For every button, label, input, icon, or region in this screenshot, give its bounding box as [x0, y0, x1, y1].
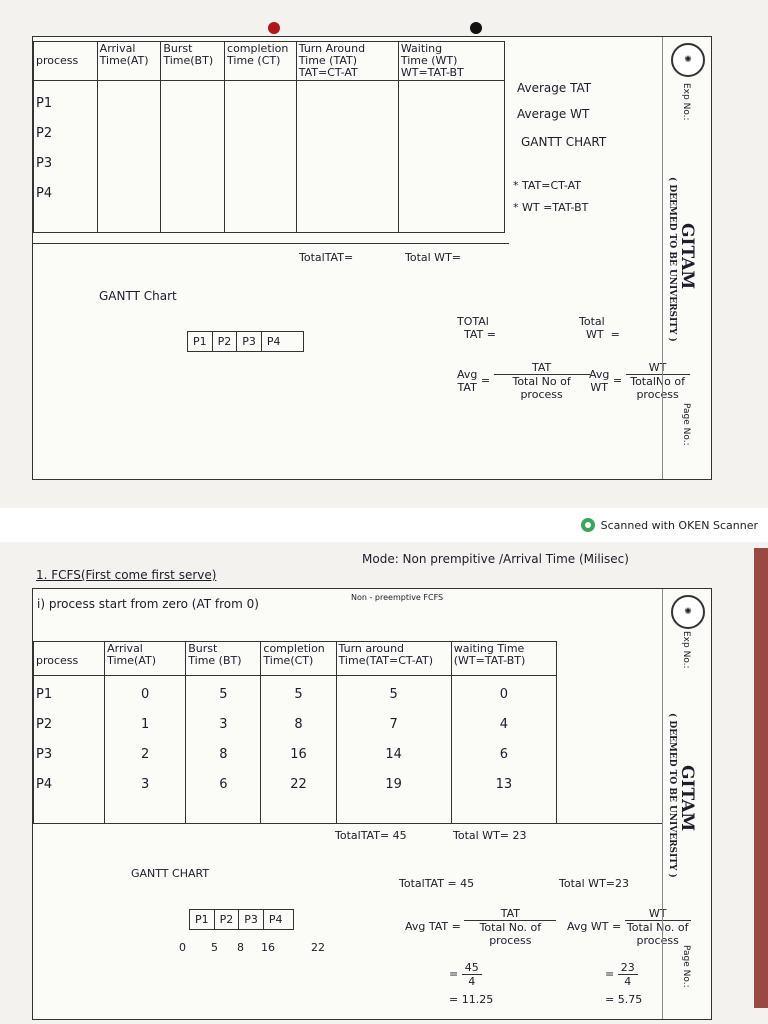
side-note: GANTT CHART: [521, 135, 607, 149]
side-note: Average TAT: [517, 81, 592, 95]
notebook-edge: [754, 548, 768, 1008]
cell-value: 4: [499, 717, 509, 732]
gantt-cell: P4: [268, 913, 283, 926]
mode-note: Mode: Non prempitive /Arrival Time (Milisec): [362, 552, 629, 566]
gantt-cell: P3: [239, 910, 264, 929]
scanner-text: Scanned with OKEN Scanner: [600, 518, 758, 532]
fcfs-table: [33, 641, 557, 824]
total-tat-label: TotalTAT=: [299, 251, 354, 264]
empty-cell: [161, 81, 225, 233]
page-no-label: Page No.:: [681, 403, 691, 446]
col-arrival: [105, 676, 186, 824]
empty-cell: [398, 81, 504, 233]
subtitle: Non - preemptive FCFS: [351, 593, 444, 602]
avg-wt-calc: = $\frac{23}{4}$: [605, 961, 638, 988]
binder-hole: [470, 22, 482, 34]
university-deemed: ( DEEMED TO BE UNIVERSITY ): [667, 713, 677, 878]
university-name: GITAM: [677, 765, 697, 832]
cell-value: 6: [499, 747, 509, 762]
process-label: P1: [36, 96, 53, 111]
cell-value: 6: [219, 777, 228, 792]
process-list: [34, 81, 98, 233]
divider: [33, 823, 663, 824]
process-label: P4: [36, 186, 53, 201]
col-process: [34, 676, 105, 824]
col-completion: [261, 676, 336, 824]
total-tat: TotalTAT= 45: [335, 829, 407, 842]
avg-tat-formula: Avg TAT = $\frac{\text{TAT}}{\text{Total No of process}}$: [457, 361, 590, 401]
header-process: process: [34, 42, 98, 81]
process-table-template: [33, 41, 505, 233]
scanner-bar: [0, 508, 768, 542]
university-margin: [662, 589, 711, 1019]
gantt-tick: 16: [261, 941, 275, 954]
gantt-title: GANTT Chart: [99, 289, 177, 303]
cell-value: 5: [294, 687, 303, 702]
notebook-page-top: [32, 36, 712, 480]
gantt-cell: P1: [188, 332, 213, 351]
cell-value: 19: [385, 777, 402, 792]
total-tat-summary: TotalTAT = 45: [399, 877, 475, 890]
exp-no-label: Exp No.:: [681, 631, 691, 669]
page-no-label: Page No.:: [681, 945, 691, 988]
total-tat-formula: TOTAl TAT =: [457, 315, 496, 341]
university-margin: [662, 37, 711, 479]
process-label: P2: [36, 126, 53, 141]
cell-value: 5: [219, 687, 228, 702]
process-label: P3: [36, 156, 53, 171]
col-tat: [336, 676, 451, 824]
exp-no-label: Exp No.:: [681, 83, 691, 121]
empty-cell: [97, 81, 161, 233]
empty-cell: [296, 81, 398, 233]
scanner-watermark: [581, 518, 758, 532]
process-label: P1: [36, 687, 53, 702]
scanner-logo-icon: [581, 518, 595, 532]
university-deemed: ( DEEMED TO BE UNIVERSITY ): [667, 177, 677, 342]
notebook-page-bottom: [32, 588, 712, 1020]
university-seal-icon: ✺: [671, 43, 705, 77]
total-wt-formula: Total WT =: [579, 315, 620, 341]
avg-tat-result: = 11.25: [449, 993, 494, 1006]
process-label: P3: [36, 747, 53, 762]
gantt-tick: 5: [211, 941, 218, 954]
header-process: process: [34, 642, 105, 676]
cell-value: 0: [499, 687, 509, 702]
gantt-cell: P2: [213, 332, 238, 351]
gantt-cell: P2: [215, 910, 240, 929]
divider: [33, 243, 509, 244]
cell-value: 3: [141, 777, 150, 792]
cell-value: 5: [389, 687, 398, 702]
header-completion: completion Time (CT): [225, 42, 297, 81]
header-wt: waiting Time (WT=TAT-BT): [451, 642, 556, 676]
header-tat: Turn around Time(TAT=CT-AT): [336, 642, 451, 676]
gantt-cell: P1: [190, 910, 215, 929]
col-burst: [186, 676, 261, 824]
gantt-cell: P4: [266, 335, 281, 348]
gantt-title: GANTT CHART: [131, 867, 210, 880]
binder-hole: [268, 22, 280, 34]
process-label: P4: [36, 777, 53, 792]
header-burst: Burst Time(BT): [161, 42, 225, 81]
total-wt-summary: Total WT=23: [559, 877, 629, 890]
cell-value: 8: [294, 717, 303, 732]
avg-wt-result: = 5.75: [605, 993, 643, 1006]
gantt-tick: 8: [237, 941, 244, 954]
avg-tat-formula: Avg TAT = $\frac{\text{TAT}}{\text{Total No. of process}}$: [405, 907, 556, 947]
formula-note: * WT =TAT-BT: [513, 201, 589, 214]
cell-value: 22: [290, 777, 307, 792]
total-wt: Total WT= 23: [453, 829, 527, 842]
header-wt: Waiting Time (WT) WT=TAT-BT: [398, 42, 504, 81]
cell-value: 0: [141, 687, 150, 702]
cell-value: 8: [219, 747, 228, 762]
gantt-tick: 0: [179, 941, 186, 954]
col-wt: [451, 676, 556, 824]
total-wt-label: Total WT=: [405, 251, 461, 264]
formula-note: * TAT=CT-AT: [513, 179, 581, 192]
subheading: i) process start from zero (AT from 0): [37, 597, 259, 611]
avg-tat-calc: = $\frac{45}{4}$: [449, 961, 482, 988]
gantt-chart: [187, 331, 304, 352]
header-burst: Burst Time (BT): [186, 642, 261, 676]
avg-wt-formula: Avg WT = $\frac{WT}{\text{TotalNo of process}}$: [589, 361, 690, 401]
cell-value: 1: [141, 717, 150, 732]
cell-value: 16: [290, 747, 307, 762]
avg-wt-formula: Avg WT = $\frac{WT}{\text{Total No. of process}}$: [567, 907, 691, 947]
gantt-cell: P3: [237, 332, 262, 351]
header-completion: completion Time(CT): [261, 642, 336, 676]
gantt-chart: [189, 909, 294, 930]
process-label: P2: [36, 717, 53, 732]
cell-value: 7: [389, 717, 398, 732]
gantt-tick: 22: [311, 941, 325, 954]
university-name: GITAM: [677, 223, 697, 290]
header-arrival: Arrival Time(AT): [97, 42, 161, 81]
cell-value: 14: [385, 747, 402, 762]
section-heading: 1. FCFS(First come first serve): [36, 568, 217, 582]
cell-value: 3: [219, 717, 228, 732]
cell-value: 2: [141, 747, 150, 762]
header-tat: Turn Around Time (TAT) TAT=CT-AT: [296, 42, 398, 81]
empty-cell: [225, 81, 297, 233]
side-note: Average WT: [517, 107, 590, 121]
university-seal-icon: ✺: [671, 595, 705, 629]
cell-value: 13: [495, 777, 513, 792]
header-arrival: Arrival Time(AT): [105, 642, 186, 676]
